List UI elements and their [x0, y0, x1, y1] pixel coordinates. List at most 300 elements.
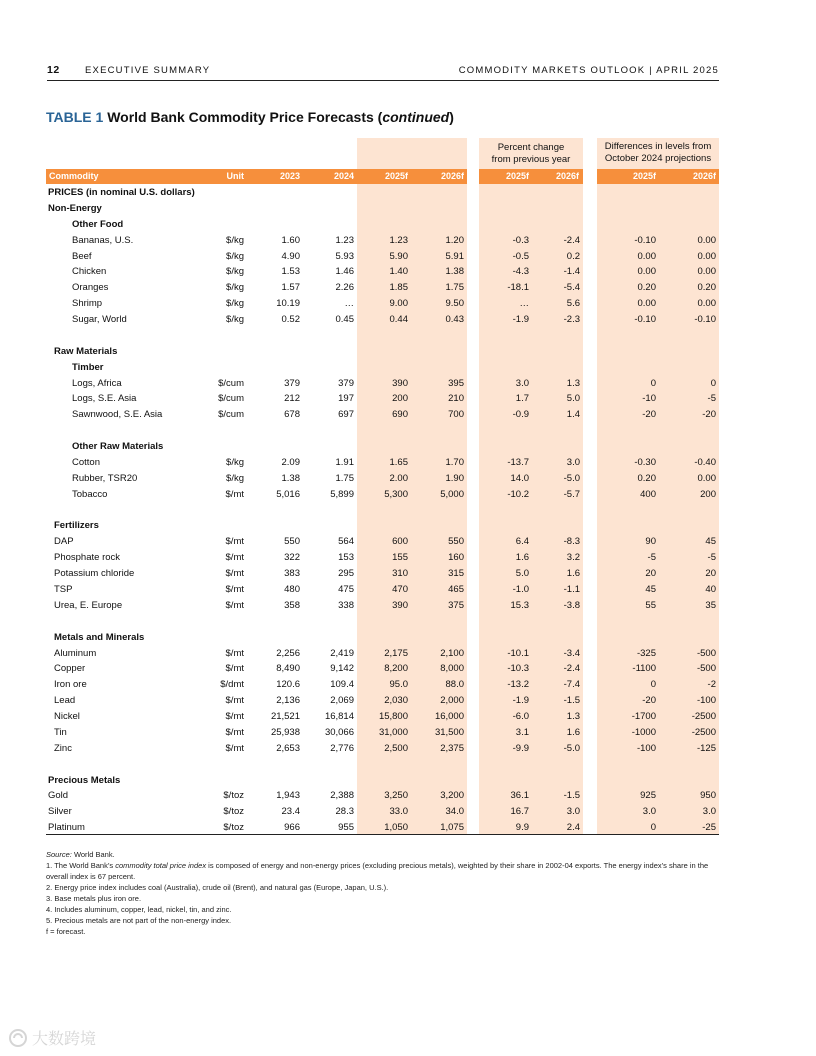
cell-2024: 475 — [338, 584, 354, 595]
cell-unit: $/kg — [226, 472, 244, 484]
row-section-label: Fertilizers — [54, 520, 99, 532]
cell-2024: 5.93 — [335, 250, 354, 262]
cell-2026f: 1,075 — [440, 822, 464, 834]
cell-diff-2025f: 55 — [645, 599, 656, 611]
cell-2025f: 33.0 — [389, 806, 408, 818]
cell-2025f: 9.00 — [389, 298, 408, 310]
cell-unit: $/cum — [218, 393, 244, 405]
col-header-commodity: Commodity — [49, 171, 99, 181]
cell-diff-2026f: 0.00 — [697, 250, 716, 262]
row-commodity-label: Urea, E. Europe — [54, 599, 123, 611]
note-1 — [46, 860, 726, 882]
table-row — [0, 328, 816, 344]
cell-unit: $/toz — [223, 822, 244, 834]
cell-unit: $/toz — [223, 790, 244, 802]
cell-2025f: 2,030 — [384, 695, 408, 707]
col-header-2024: 2024 — [333, 171, 354, 181]
cell-2024: 2.26 — [335, 282, 354, 294]
cell-diff-2025f: -325 — [636, 647, 656, 659]
table-row — [0, 693, 816, 709]
row-commodity-label: Rubber, TSR20 — [72, 472, 138, 484]
cell-pct-2026f: 1.3 — [566, 711, 580, 723]
cell-diff-2026f: -5 — [707, 552, 716, 564]
cell-diff-2026f: -0.40 — [694, 456, 716, 468]
cell-unit: $/mt — [225, 488, 244, 500]
cell-2024: 197 — [338, 393, 354, 405]
svg-text:大数跨境: 大数跨境 — [32, 1029, 97, 1048]
cell-diff-2025f: -0.10 — [634, 314, 656, 326]
row-commodity-label: Logs, S.E. Asia — [72, 393, 137, 405]
cell-2026f: 2,000 — [440, 695, 464, 707]
table-row — [0, 503, 816, 519]
cell-2024: 295 — [338, 568, 354, 580]
cell-2023: 23.4 — [281, 806, 300, 818]
cell-2023: 25,938 — [270, 726, 300, 738]
cell-2023: 1.60 — [281, 234, 300, 246]
table-row — [0, 804, 816, 820]
cell-pct-2026f: 5.0 — [566, 393, 580, 405]
cell-pct-2026f: -1.1 — [563, 584, 580, 595]
percent-change-header — [479, 142, 583, 166]
cell-2024: 9,142 — [330, 663, 354, 675]
cell-2025f: 5.90 — [389, 250, 408, 262]
cell-2025f: 390 — [392, 377, 408, 389]
differences-header-line2: October 2024 projections — [604, 153, 712, 164]
cell-pct-2026f: -5.4 — [563, 282, 580, 294]
cell-2025f: 3,250 — [384, 790, 408, 802]
differences-header — [597, 141, 719, 165]
cell-diff-2025f: -1700 — [631, 711, 656, 723]
cell-2026f: 1.90 — [445, 472, 464, 484]
row-commodity-label: Phosphate rock — [54, 552, 121, 564]
table-row — [0, 407, 816, 423]
cell-pct-2025f: 1.6 — [515, 552, 529, 564]
cell-pct-2025f: -6.0 — [512, 711, 529, 723]
cell-2023: 120.6 — [276, 679, 300, 691]
cell-unit: $/mt — [225, 568, 244, 580]
cell-2023: 2.09 — [281, 456, 300, 468]
cell-2024: 2,419 — [330, 647, 354, 659]
row-commodity-label: DAP — [54, 536, 74, 548]
cell-2023: 1.53 — [281, 266, 300, 278]
cell-2024: 0.45 — [335, 314, 354, 326]
cell-2025f: 8,200 — [384, 663, 408, 675]
note-source-text: World Bank. — [71, 850, 115, 859]
cell-2026f: 2,375 — [440, 742, 464, 754]
cell-2023: 0.52 — [281, 314, 300, 326]
cell-2026f: 34.0 — [445, 806, 464, 818]
row-commodity-label: Shrimp — [72, 298, 103, 310]
table-row — [0, 773, 816, 789]
cell-diff-2026f: 40 — [705, 584, 716, 595]
cell-2023: 4.90 — [281, 250, 300, 262]
row-commodity-label: Chicken — [72, 266, 107, 278]
cell-pct-2025f: -10.1 — [507, 647, 529, 659]
cell-2026f: 375 — [448, 599, 464, 611]
note-1-post: is composed of energy and non-energy prices (excluding precious metals), weighted by their share in 2002-04 exports. The energy index’s share in the overall index is 67 percent. — [46, 861, 709, 881]
cell-unit: $/cum — [218, 409, 244, 421]
table-notes — [46, 849, 726, 937]
cell-2024: 338 — [338, 599, 354, 611]
cell-2025f: 2.00 — [389, 472, 408, 484]
cell-2023: 1.57 — [281, 282, 300, 294]
cell-2026f: 1.20 — [445, 234, 464, 246]
cell-diff-2025f: 925 — [640, 790, 656, 802]
cell-diff-2026f: -500 — [696, 647, 716, 659]
note-5: 5. Precious metals are not part of the non-energy index. — [46, 916, 232, 925]
note-1-pre: 1. The World Bank’s — [46, 861, 116, 870]
cell-diff-2025f: 0.20 — [637, 472, 656, 484]
cell-2026f: 700 — [448, 409, 464, 421]
table-row — [0, 518, 816, 534]
cell-diff-2025f: 0 — [650, 377, 656, 389]
cell-pct-2025f: -13.2 — [507, 679, 529, 691]
cell-2024: 16,814 — [324, 711, 354, 723]
cell-pct-2025f: -1.9 — [512, 695, 529, 707]
table-row — [0, 217, 816, 233]
table-title — [46, 109, 454, 125]
cell-2024: 28.3 — [335, 806, 354, 818]
cell-2025f: 1,050 — [384, 822, 408, 834]
cell-unit: $/kg — [226, 298, 244, 310]
cell-pct-2026f: 3.2 — [566, 552, 580, 564]
cell-2025f: 690 — [392, 409, 408, 421]
cell-pct-2026f: 1.4 — [566, 409, 580, 421]
cell-unit: $/mt — [225, 663, 244, 675]
table-row — [0, 376, 816, 392]
cell-2025f: 2,500 — [384, 742, 408, 754]
table-row — [0, 296, 816, 312]
cell-pct-2025f: 14.0 — [510, 472, 529, 484]
table-row — [0, 249, 816, 265]
cell-pct-2026f: -2.4 — [563, 663, 580, 675]
cell-unit: $/kg — [226, 234, 244, 246]
cell-2024: 1.91 — [335, 456, 354, 468]
cell-2026f: 550 — [448, 536, 464, 548]
row-commodity-label: Silver — [48, 806, 72, 818]
cell-unit: $/mt — [225, 647, 244, 659]
row-commodity-label: Sugar, World — [72, 314, 127, 326]
row-section-label: Other Food — [72, 218, 124, 230]
cell-pct-2026f: 0.2 — [566, 250, 580, 262]
cell-diff-2025f: -1100 — [632, 663, 656, 675]
publication-name: COMMODITY MARKETS OUTLOOK | APRIL 2025 — [458, 65, 719, 76]
cell-2023: 2,653 — [276, 742, 300, 754]
cell-pct-2025f: -0.3 — [512, 234, 529, 246]
cell-unit: $/kg — [226, 282, 244, 294]
cell-diff-2026f: -0.10 — [694, 314, 716, 326]
cell-2023: 383 — [284, 568, 300, 580]
note-forecast: f = forecast. — [46, 927, 86, 936]
table-row — [0, 360, 816, 376]
row-commodity-label: Cotton — [72, 456, 100, 468]
table-bottom-rule — [46, 834, 719, 835]
row-commodity-label: Nickel — [54, 711, 80, 723]
table-row — [0, 423, 816, 439]
cell-diff-2026f: -100 — [696, 695, 716, 707]
cell-diff-2026f: -125 — [696, 742, 716, 754]
row-commodity-label: Bananas, U.S. — [72, 234, 134, 246]
cell-2025f: 31,000 — [378, 726, 408, 738]
cell-pct-2025f: -1.9 — [512, 314, 529, 326]
cell-unit: $/mt — [225, 711, 244, 723]
cell-diff-2026f: 950 — [700, 790, 716, 802]
cell-diff-2026f: 0.20 — [697, 282, 716, 294]
table-row — [0, 201, 816, 217]
cell-unit: $/mt — [225, 552, 244, 564]
cell-2024: … — [344, 298, 354, 310]
cell-2024: 697 — [338, 409, 354, 421]
cell-2024: 1.46 — [335, 266, 354, 278]
cell-pct-2026f: -3.4 — [563, 647, 580, 659]
cell-diff-2026f: -5 — [707, 393, 716, 405]
cell-pct-2025f: -9.9 — [512, 742, 529, 754]
table-row — [0, 614, 816, 630]
cell-pct-2025f: -18.1 — [507, 282, 529, 294]
cell-pct-2025f: -10.2 — [507, 488, 529, 500]
cell-unit: $/mt — [225, 726, 244, 738]
table-row — [0, 344, 816, 360]
row-section-label: Other Raw Materials — [72, 441, 164, 453]
table-row — [0, 471, 816, 487]
col-header-diff-2026f: 2026f — [692, 171, 716, 181]
cell-pct-2026f: -1.5 — [563, 790, 580, 802]
cell-2026f: 0.43 — [445, 314, 464, 326]
cell-diff-2025f: -20 — [642, 695, 656, 707]
table-row — [0, 233, 816, 249]
percent-change-header-line1: Percent change — [497, 142, 565, 153]
cell-unit: $/mt — [225, 536, 244, 548]
cell-pct-2025f: -1.0 — [512, 584, 529, 595]
cell-pct-2026f: -7.4 — [563, 679, 580, 691]
table-row — [0, 534, 816, 550]
row-commodity-label: Potassium chloride — [54, 568, 135, 580]
cell-pct-2026f: -2.4 — [563, 234, 580, 246]
cell-2025f: 1.85 — [389, 282, 408, 294]
cell-2026f: 160 — [448, 552, 464, 564]
table-row — [0, 185, 816, 201]
cell-pct-2026f: -5.0 — [563, 472, 580, 484]
cell-2023: 2,136 — [276, 695, 300, 707]
cell-2024: 379 — [338, 377, 354, 389]
cell-2025f: 470 — [392, 584, 408, 595]
cell-2023: 966 — [284, 822, 300, 834]
cell-pct-2025f: 1.7 — [515, 393, 529, 405]
table-row — [0, 709, 816, 725]
cell-2026f: 8,000 — [440, 663, 464, 675]
cell-2023: 379 — [284, 377, 300, 389]
cell-pct-2026f: 1.6 — [566, 568, 580, 580]
col-header-2026f: 2026f — [440, 171, 464, 181]
cell-pct-2025f: -0.9 — [512, 409, 529, 421]
cell-diff-2026f: 0.00 — [697, 266, 716, 278]
note-4: 4. Includes aluminum, copper, lead, nickel, tin, and zinc. — [46, 905, 232, 914]
cell-pct-2026f: -5.7 — [563, 488, 580, 500]
cell-2023: 21,521 — [270, 711, 300, 723]
cell-unit: $/cum — [218, 377, 244, 389]
section-name: EXECUTIVE SUMMARY — [85, 65, 211, 76]
cell-pct-2026f: 1.3 — [566, 377, 580, 389]
table-row — [0, 455, 816, 471]
col-header-pct-2025f: 2025f — [505, 171, 529, 181]
table-row — [0, 677, 816, 693]
note-source — [46, 849, 726, 860]
cell-2026f: 2,100 — [440, 647, 464, 659]
row-commodity-label: Gold — [48, 790, 69, 802]
cell-2024: 564 — [338, 536, 354, 548]
watermark-logo — [8, 1026, 118, 1050]
cell-diff-2025f: 0.20 — [637, 282, 656, 294]
table-row — [0, 550, 816, 566]
cell-2026f: 1.70 — [445, 456, 464, 468]
col-header-pct-2026f: 2026f — [555, 171, 579, 181]
cell-2024: 1.75 — [335, 472, 354, 484]
note-1-italic: commodity total price index — [115, 861, 207, 870]
table-row — [0, 788, 816, 804]
table-row — [0, 598, 816, 614]
cell-diff-2025f: 400 — [640, 488, 656, 500]
cell-2025f: 15,800 — [378, 711, 408, 723]
cell-2026f: 3,200 — [440, 790, 464, 802]
cell-unit: $/kg — [226, 314, 244, 326]
table-row — [0, 264, 816, 280]
cell-2023: 322 — [284, 552, 300, 564]
cell-diff-2025f: 0.00 — [637, 250, 656, 262]
cell-diff-2026f: 200 — [700, 488, 716, 500]
cell-diff-2025f: -0.30 — [634, 456, 656, 468]
cell-2025f: 1.65 — [389, 456, 408, 468]
cell-2025f: 200 — [392, 393, 408, 405]
cell-pct-2026f: 1.6 — [566, 726, 580, 738]
table-row — [0, 391, 816, 407]
row-commodity-label: TSP — [54, 584, 73, 595]
table-title-close: ) — [449, 109, 454, 125]
cell-pct-2025f: 16.7 — [510, 806, 529, 818]
cell-pct-2026f: -3.8 — [563, 599, 580, 611]
cell-pct-2026f: -5.0 — [563, 742, 580, 754]
cell-diff-2025f: 45 — [645, 584, 656, 595]
cell-pct-2025f: 3.1 — [515, 726, 529, 738]
cell-diff-2025f: -1000 — [631, 726, 656, 738]
table-row — [0, 566, 816, 582]
cell-diff-2026f: 35 — [705, 599, 716, 611]
cell-diff-2026f: -2 — [707, 679, 716, 691]
row-commodity-label: Tobacco — [72, 488, 108, 500]
row-commodity-label: Oranges — [72, 282, 109, 294]
cell-unit: $/mt — [225, 584, 244, 595]
cell-pct-2026f: 2.4 — [566, 822, 580, 834]
cell-2024: 1.23 — [335, 234, 354, 246]
table-row — [0, 646, 816, 662]
cell-diff-2025f: 90 — [645, 536, 656, 548]
cell-pct-2025f: … — [519, 298, 529, 310]
cell-2023: 550 — [284, 536, 300, 548]
note-3: 3. Base metals plus iron ore. — [46, 894, 142, 903]
cell-2026f: 88.0 — [445, 679, 464, 691]
row-section-label: Precious Metals — [48, 774, 121, 786]
cell-pct-2025f: 3.0 — [515, 377, 529, 389]
cell-unit: $/kg — [226, 456, 244, 468]
col-header-unit: Unit — [226, 171, 244, 181]
table-row — [0, 439, 816, 455]
col-header-diff-2025f: 2025f — [632, 171, 656, 181]
cell-2023: 2,256 — [276, 647, 300, 659]
col-header-2023: 2023 — [279, 171, 300, 181]
cell-2026f: 5.91 — [445, 250, 464, 262]
cell-pct-2025f: 9.9 — [515, 822, 529, 834]
cell-2025f: 1.23 — [389, 234, 408, 246]
cell-pct-2026f: 3.0 — [566, 806, 580, 818]
cell-2025f: 600 — [392, 536, 408, 548]
cell-pct-2025f: 5.0 — [515, 568, 529, 580]
cell-diff-2025f: 0 — [650, 822, 656, 834]
differences-header-line1: Differences in levels from — [604, 141, 712, 152]
cell-2026f: 315 — [448, 568, 464, 580]
row-section-label: Non-Energy — [48, 202, 102, 214]
cell-2024: 30,066 — [324, 726, 354, 738]
row-commodity-label: Sawnwood, S.E. Asia — [72, 409, 163, 421]
cell-2023: 8,490 — [276, 663, 300, 675]
cell-diff-2026f: -25 — [702, 822, 716, 834]
col-header-2025f: 2025f — [384, 171, 408, 181]
cell-2024: 5,899 — [330, 488, 354, 500]
table-row — [0, 757, 816, 773]
cell-2023: 10.19 — [276, 298, 300, 310]
row-commodity-label: Copper — [54, 663, 86, 675]
cell-2025f: 95.0 — [389, 679, 408, 691]
table-row — [0, 725, 816, 741]
cell-diff-2026f: -20 — [702, 409, 716, 421]
cell-pct-2025f: 15.3 — [510, 599, 529, 611]
table-row — [0, 741, 816, 757]
cell-2025f: 310 — [392, 568, 408, 580]
row-section-label: Metals and Minerals — [54, 631, 145, 643]
cell-2023: 5,016 — [276, 488, 300, 500]
cell-2025f: 0.44 — [389, 314, 408, 326]
cell-2024: 2,069 — [330, 695, 354, 707]
percent-change-header-line2: from previous year — [491, 154, 571, 165]
cell-diff-2026f: 0 — [710, 377, 716, 389]
cell-pct-2025f: -13.7 — [507, 456, 529, 468]
cell-2025f: 2,175 — [384, 647, 408, 659]
cell-pct-2026f: -2.3 — [563, 314, 580, 326]
row-commodity-label: Logs, Africa — [72, 377, 122, 389]
cell-2025f: 155 — [392, 552, 408, 564]
row-commodity-label: Tin — [54, 726, 67, 738]
table-row — [0, 661, 816, 677]
cell-2025f: 5,300 — [384, 488, 408, 500]
cell-2023: 1.38 — [281, 472, 300, 484]
cell-2024: 109.4 — [330, 679, 354, 691]
cell-pct-2025f: -4.3 — [512, 266, 529, 278]
cell-pct-2026f: -1.4 — [563, 266, 580, 278]
cell-2026f: 16,000 — [434, 711, 464, 723]
cell-diff-2025f: -5 — [647, 552, 656, 564]
table-row — [0, 280, 816, 296]
cell-2023: 212 — [284, 393, 300, 405]
cell-unit: $/mt — [225, 695, 244, 707]
row-commodity-label: Iron ore — [54, 679, 87, 691]
cell-unit: $/kg — [226, 250, 244, 262]
cell-pct-2026f: -8.3 — [563, 536, 580, 548]
cell-diff-2026f: 20 — [705, 568, 716, 580]
cell-2026f: 1.75 — [445, 282, 464, 294]
cell-2024: 153 — [338, 552, 354, 564]
cell-diff-2026f: 0.00 — [697, 472, 716, 484]
cell-diff-2026f: -2500 — [691, 711, 716, 723]
cell-2023: 480 — [284, 584, 300, 595]
cell-diff-2026f: 0.00 — [697, 234, 716, 246]
